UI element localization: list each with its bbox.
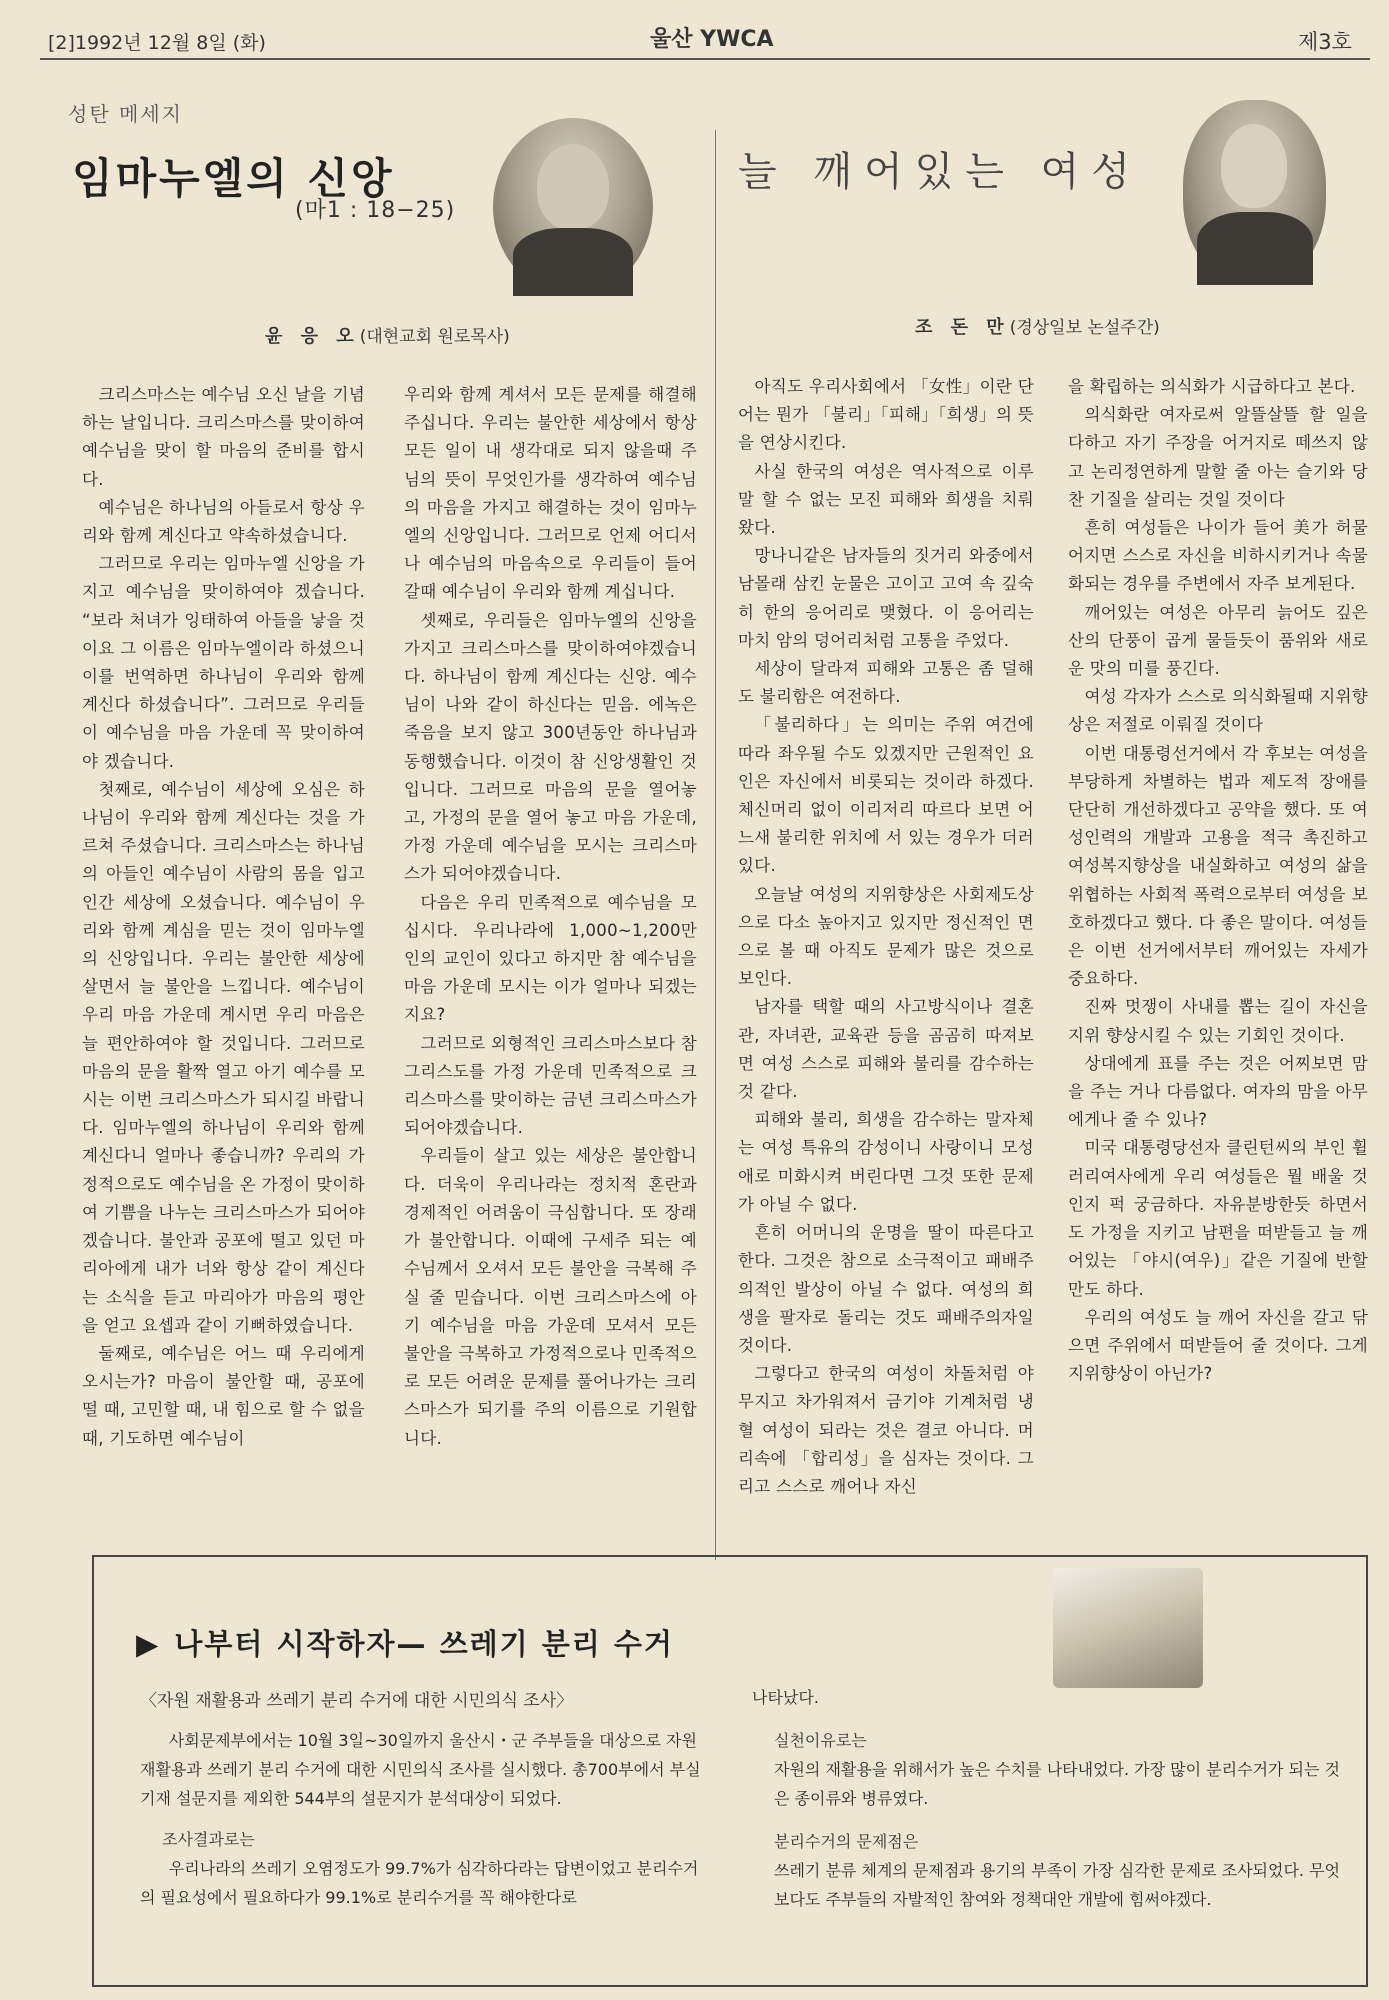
paragraph: 예수님은 하나님의 아들로서 항상 우리와 함께 계신다고 약속하셨습니다. xyxy=(82,497,365,546)
paragraph: 그러므로 우리는 임마누엘 신앙을 가지고 예수님을 맞이하여야 겠습니다. “보라 처녀가 잉태하여 아들을 낳을 것이요 그 이름은 임마누엘이라 하셨으니 이를 번역하면 하나님이 우리와 함께 계신다 하셨습니다”. 그러므로 우리들이 예수님을 마음 가운데 꼭 맞이하여야 겠습니다. xyxy=(82,554,365,771)
header-date: [2]1992년 12월 8일 (화) xyxy=(48,32,266,54)
survey-subtitle: 〈자원 재활용과 쓰레기 분리 수거에 대한 시민의식 조사〉 xyxy=(140,1691,574,1711)
author-photo xyxy=(493,118,653,296)
article-title: 임마누엘의 신앙 xyxy=(72,154,395,203)
author-name: 윤 응 오 xyxy=(265,326,360,347)
bible-verse: (마1 : 18−25) xyxy=(295,198,456,223)
paragraph: 오늘날 여성의 지위향상은 사회제도상으로 다소 높아지고 있지만 정신적인 면으로 볼 때 아직도 문제가 많은 것으로 보인다. xyxy=(738,884,1034,989)
paragraph: 다음은 우리 민족적으로 예수님을 모십시다. 우리나라에 1,000~1,200만 인의 교인이 있다고 하지만 참 예수님을 마음 가운데 모시는 이가 얼마나 되겠는지요? xyxy=(404,892,697,1025)
header-rule xyxy=(40,58,1370,60)
survey-title-text: 나부터 시작하자— 쓰레기 분리 수거 xyxy=(174,1627,674,1661)
author-role: (대현교회 원로목사) xyxy=(359,327,510,347)
survey-col-left xyxy=(140,1726,710,1912)
paragraph: 깨어있는 여성은 아무리 늙어도 깊은 산의 단풍이 곱게 물들듯이 품위와 새로운 맛의 미를 풍긴다. xyxy=(1068,602,1368,679)
section-label: 분리수거의 문제점은 xyxy=(774,1832,919,1851)
column-title: 늘 깨어있는 여성 xyxy=(738,149,1142,195)
author-role: (경상일보 논설주간) xyxy=(1009,318,1160,338)
survey-col-right xyxy=(752,1683,1342,1914)
paragraph: 미국 대통령당선자 클린턴씨의 부인 휠러리여사에게 우리 여성들은 뭘 배울 것인지 퍽 궁금하다. 자유분방한듯 하면서도 가정을 지키고 남편을 떠받들고 늘 깨어있는 「야시(여우)」같은 기질에 반할 만도 하다. xyxy=(1068,1138,1368,1299)
paragraph: 세상이 달라져 피해와 고통은 좀 덜해도 불리함은 여전하다. xyxy=(738,659,1034,707)
article-divider xyxy=(715,130,716,1560)
survey-title xyxy=(136,1622,674,1663)
paragraph: 의식화란 여자로써 알뜰살뜰 할 일을 다하고 자기 주장을 어거지로 떼쓰지 않고 논리정연하게 말할 줄 아는 슬기와 당찬 기질을 살리는 것일 것이다 xyxy=(1068,405,1368,509)
paragraph: 흔히 어머니의 운명을 딸이 따른다고 한다. 그것은 참으로 소극적이고 패배주의적인 발상이 아닐 수 없다. 여성의 희생을 팔자로 돌리는 것도 패배주의자일 것이다. xyxy=(738,1223,1034,1355)
paragraph: 쓰레기 분류 체계의 문제점과 용기의 부족이 가장 심각한 문제로 조사되었다. 무엇보다도 주부들의 자발적인 참여와 정책대안 개발에 힘써야겠다. xyxy=(774,1861,1340,1909)
paragraph: 그러므로 외형적인 크리스마스보다 참 그리스도를 가정 가운데 민족적으로 크리스마스를 맞이하는 금년 크리스마스가 되어야겠습니다. xyxy=(404,1033,697,1138)
paragraph: 크리스마스는 예수님 오신 날을 기념하는 날입니다. 크리스마스를 맞이하여 예수님을 맞이 할 마음의 준비를 합시다. xyxy=(82,385,365,489)
author-name: 조 돈 만 xyxy=(915,317,1010,338)
arrow-icon: ▶ xyxy=(136,1627,161,1661)
right-article-col1 xyxy=(738,373,1034,1501)
paragraph: 우리의 여성도 늘 깨어 자신을 갈고 닦으면 주위에서 떠받들어 줄 것이다. 그게 지위향상이 아닌가? xyxy=(1068,1307,1368,1384)
paragraph: 망나니같은 남자들의 짓거리 와중에서 남몰래 삼킨 눈물은 고이고 고여 속 깊숙히 한의 응어리로 맺혔다. 이 응어리는 마치 암의 덩어리처럼 고통을 주었다. xyxy=(738,546,1034,650)
paragraph: 그렇다고 한국의 여성이 차돌처럼 야무지고 차가워져서 금기야 기계처럼 냉혈 여성이 되라는 것은 결코 아니다. 머리속에 「합리성」을 심자는 것이다. 그리고 스스로 깨어나 자신 xyxy=(738,1364,1034,1496)
paragraph: 진짜 멋쟁이 사내를 뽑는 길이 자신을 지위 향상시킬 수 있는 기회인 것이다. xyxy=(1068,997,1368,1045)
paragraph: 자원의 재활용을 위해서가 높은 수치를 나타내었다. 가장 많이 분리수거가 되는 것은 종이류와 병류였다. xyxy=(774,1760,1340,1808)
paragraph: 사실 한국의 여성은 역사적으로 이루 말 할 수 없는 모진 피해와 희생을 치뤄왔다. xyxy=(738,461,1034,538)
author-byline xyxy=(915,313,1160,339)
paragraph: 흔히 여성들은 나이가 들어 美가 허물어지면 스스로 자신을 비하시키거나 속물화되는 경우를 주변에서 자주 보게된다. xyxy=(1068,518,1368,594)
paragraph: 나타났다. xyxy=(752,1688,819,1707)
masthead: 울산 YWCA xyxy=(650,27,774,52)
left-article-col2 xyxy=(404,381,697,1453)
paragraph: 우리와 함께 계셔서 모든 문제를 해결해 주십니다. 우리는 불안한 세상에서 항상 모든 일이 내 생각대로 되지 않을때 주님의 뜻이 무엇인가를 생각하여 예수님의 마음을 가지고 해결하는 것이 임마누엘의 신앙입니다. 그러므로 언제 어디서나 예수님의 마음속으로 우리들이 들어갈때 예수님이 우리와 함께 계십니다. xyxy=(404,385,697,602)
author-byline xyxy=(265,322,510,348)
paragraph: 피해와 불리, 희생을 감수하는 말자체는 여성 특유의 감성이니 사랑이니 모성애로 미화시켜 버린다면 그것 또한 문제가 아닐 수 없다. xyxy=(738,1110,1034,1214)
right-article-col2 xyxy=(1068,373,1368,1388)
paragraph: 상대에게 표를 주는 것은 어찌보면 맘을 주는 거나 다름없다. 여자의 맘을 아무에게나 줄 수 있나? xyxy=(1068,1053,1368,1130)
paragraph: 「불리하다」는 의미는 주위 여건에 따라 좌우될 수도 있겠지만 근원적인 요인은 자신에서 비롯되는 것이라 하겠다. 체신머리 없이 이리저리 따르다 보면 어느새 불리한 위치에 서 있는 경우가 더러 있다. xyxy=(738,715,1034,876)
paragraph: 아직도 우리사회에서 「女性」이란 단어는 뭔가 「불리」「피해」「희생」의 뜻을 연상시킨다. xyxy=(738,377,1034,453)
section-label: 실천이유로는 xyxy=(774,1731,867,1750)
paragraph: 첫째로, 예수님이 세상에 오심은 하나님이 우리와 함께 계신다는 것을 가르쳐 주셨습니다. 크리스마스는 하나님의 아들인 예수님이 사람의 몸을 입고 인간 세상에 오셨습니다. 예수님이 우리와 함께 계심을 믿는 것이 임마누엘의 신앙입니다. 우리는 불안한 세상에 살면서 늘 불안을 느낍니다. 예수님이 우리 마음 가운데 계시면 우리 마음은 늘 편안하여야 할 것입니다. 그러므로 마음의 문을 활짝 열고 아기 예수를 모시는 이번 크리스마스가 되시길 바랍니다. 임마누엘의 하나님이 우리와 함께 계신다니 얼마나 좋습니까? 우리의 가정적으로도 예수님을 온 가정이 맞이하여 기쁨을 나누는 크리스마스가 되어야겠습니다. 불안과 공포에 떨고 있던 마리아에게 내가 너와 항상 같이 계신다는 소식을 듣고 마리아가 마음의 평안을 얻고 요셉과 같이 기뻐하였습니다. xyxy=(82,779,365,1335)
paragraph: 우리나라의 쓰레기 오염정도가 99.7%가 심각하다라는 답변이었고 분리수거의 필요성에서 필요하다가 99.1%로 분리수거를 꼭 해야한다로 xyxy=(140,1859,699,1907)
left-article-col1 xyxy=(82,381,365,1453)
issue-number: 제3호 xyxy=(1298,30,1352,54)
paragraph: 둘째로, 예수님은 어느 때 우리에게 오시는가? 마음이 불안할 때, 공포에 떨 때, 고민할 때, 내 힘으로 할 수 없을 때, 기도하면 예수님이 xyxy=(82,1343,365,1448)
recycling-photo xyxy=(1053,1568,1203,1688)
section-label: 조사결과로는 xyxy=(162,1830,255,1849)
paragraph: 남자를 택할 때의 사고방식이나 결혼관, 자녀관, 교육관 등을 곰곰히 따져보면 여성 스스로 피해와 불리를 감수하는 것 같다. xyxy=(738,997,1034,1102)
paragraph: 우리들이 살고 있는 세상은 불안합니다. 더욱이 우리나라는 정치적 혼란과 경제적인 어려움이 극심합니다. 또 장래가 불안합니다. 이때에 구세주 되는 예수님께서 오셔서 모든 불안을 극복해 주실 줄 믿습니다. 이번 크리스마스에 아기 예수님을 마음 가운데 모셔서 모든 불안을 극복하고 가정적으로나 민족적으로 모든 어려운 문제를 풀어나가는 크리스마스가 되기를 주의 이름으로 기원합니다. xyxy=(404,1146,697,1448)
paragraph: 여성 각자가 스스로 의식화될때 지위향상은 저절로 이뤄질 것이다 xyxy=(1068,687,1368,735)
paragraph: 셋째로, 우리들은 임마누엘의 신앙을 가지고 크리스마스를 맞이하여야겠습니다. 하나님이 함께 계신다는 신앙. 예수님이 나와 같이 하신다는 믿음. 에녹은 죽음을 보지 않고 300년동안 하나님과 동행했습니다. 이것이 참 신앙생활인 것입니다. 그러므로 마음의 문을 열어놓고, 가정의 문을 열어 놓고 마음 가운데, 가정 가운데 예수님을 모시는 크리스마스가 되어야겠습니다. xyxy=(404,610,697,884)
paragraph: 이번 대통령선거에서 각 후보는 여성을 부당하게 차별하는 법과 제도적 장애를 단단히 개선하겠다고 공약을 했다. 또 여성인력의 개발과 고용을 적극 촉진하고 여성복지향상을 내실화하고 여성의 삶을 위협하는 사회적 폭력으로부터 여성을 보호하겠다고 했다. 다 좋은 말이다. 여성들은 이번 선거에서부터 깨어있는 자세가 중요하다. xyxy=(1068,743,1368,989)
paragraph: 을 확립하는 의식화가 시급하다고 본다. xyxy=(1068,377,1356,396)
article-kicker: 성탄 메세지 xyxy=(68,102,183,126)
author-photo xyxy=(1183,100,1326,285)
paragraph: 사회문제부에서는 10월 3일~30일까지 울산시・군 주부들을 대상으로 자원재활용과 쓰레기 분리 수거에 대한 시민의식 조사를 실시했다. 총700부에서 부실기재 설문지를 제외한 544부의 설문지가 분석대상이 되었다. xyxy=(140,1731,701,1808)
